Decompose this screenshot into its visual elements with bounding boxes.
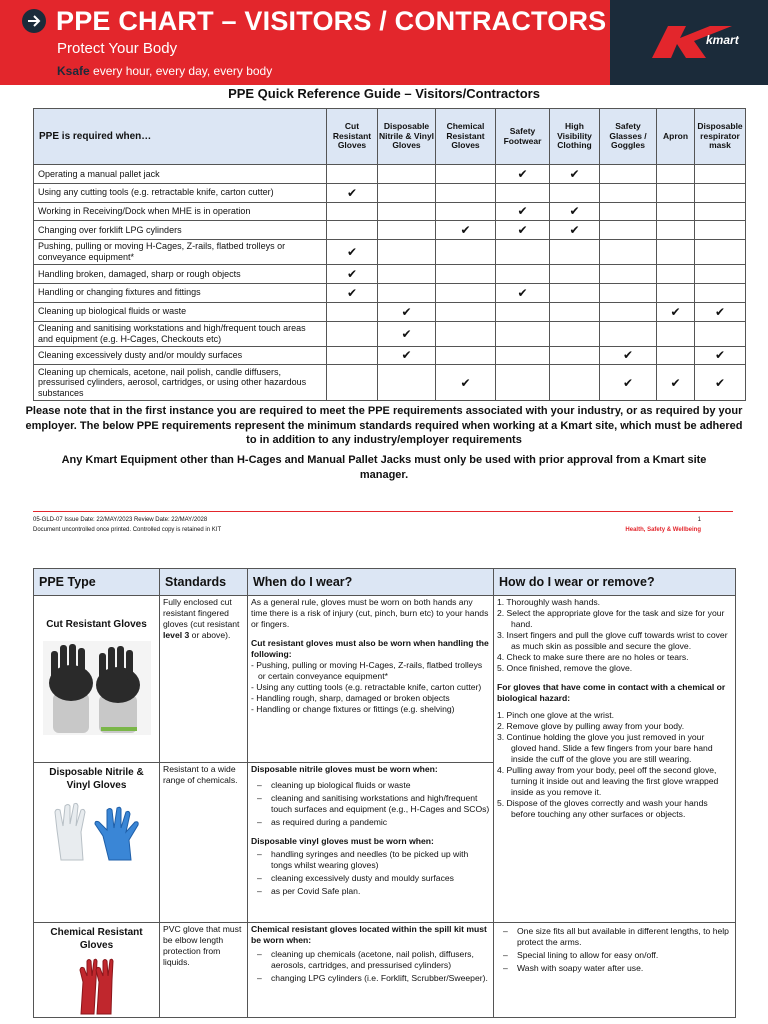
when-list [251, 660, 490, 715]
doc-dates: 05-GLD-07 Issue Date: 22/MAY/2023 Review Date: 22/MAY/2028 [33, 517, 208, 523]
empty-cell [378, 265, 436, 284]
grid-header-cell: Disposable Nitrile & Vinyl Gloves [378, 109, 436, 165]
empty-cell [550, 240, 600, 265]
logo-wordmark: kmart [706, 33, 739, 47]
activity-cell: Using any cutting tools (e.g. retractable knife, carton cutter) [34, 183, 327, 202]
empty-cell [600, 321, 657, 346]
grid-header-cell: Cut Resistant Gloves [327, 109, 378, 165]
ppe-requirements-grid [33, 108, 746, 401]
check-mark-icon: ✔ [600, 346, 657, 365]
grid-row [34, 302, 746, 321]
header-banner [0, 0, 768, 85]
empty-cell [436, 183, 496, 202]
empty-cell [550, 283, 600, 302]
check-mark-icon: ✔ [496, 165, 550, 184]
list-item: 1. Thoroughly wash hands. [497, 597, 601, 607]
equipment-note: Any Kmart Equipment other than H-Cages and Manual Pallet Jacks must only be used with prior approval from a Kmart site manager. [61, 454, 707, 481]
activity-cell: Cleaning excessively dusty and/or mouldy surfaces [34, 346, 327, 365]
list-item: – Wash with soapy water after use. [497, 963, 732, 974]
grid-header-row [34, 109, 746, 165]
check-mark-icon: ✔ [327, 283, 378, 302]
empty-cell [550, 302, 600, 321]
when-cell [248, 763, 494, 923]
when-heading: Disposable vinyl gloves must be worn when: [251, 836, 434, 846]
how-cell [494, 596, 736, 923]
tagline-brand: Ksafe [57, 64, 90, 78]
standard-level: level 3 [163, 630, 190, 640]
activity-cell: Handling broken, damaged, sharp or rough objects [34, 265, 327, 284]
empty-cell [657, 165, 695, 184]
empty-cell [600, 221, 657, 240]
arrow-right-icon [22, 9, 46, 33]
check-mark-icon: ✔ [496, 221, 550, 240]
empty-cell [436, 265, 496, 284]
type-cell [34, 763, 160, 923]
page-subtitle: Protect Your Body [57, 40, 178, 57]
empty-cell [436, 165, 496, 184]
activity-cell: Changing over forklift LPG cylinders [34, 221, 327, 240]
list-item: 5. Dispose of the gloves correctly and wash your hands before touching any other surfaces or objects. [497, 798, 708, 819]
empty-cell [378, 365, 436, 401]
empty-cell [600, 183, 657, 202]
grid-body [34, 165, 746, 401]
empty-cell [657, 265, 695, 284]
empty-cell [657, 321, 695, 346]
empty-cell [600, 265, 657, 284]
when-cell [248, 596, 494, 763]
row-chemical-resistant [34, 923, 736, 1018]
check-mark-icon: ✔ [327, 183, 378, 202]
list-item: 1. Pinch one glove at the wrist. [497, 710, 615, 720]
type-label: Disposable Nitrile & Vinyl Gloves [49, 767, 144, 791]
footer-doc-info [33, 515, 221, 535]
header-ppe-type: PPE Type [34, 569, 160, 596]
empty-cell [436, 283, 496, 302]
footer-page-info [625, 515, 701, 535]
list-item: 4. Check to make sure there are no holes or tears. [497, 652, 689, 662]
guide-title: PPE Quick Reference Guide – Visitors/Contractors [228, 86, 540, 101]
empty-cell [695, 283, 746, 302]
grid-header-cell: Safety Glasses / Goggles [600, 109, 657, 165]
activity-cell: Operating a manual pallet jack [34, 165, 327, 184]
check-mark-icon: ✔ [327, 265, 378, 284]
empty-cell [327, 346, 378, 365]
empty-cell [657, 183, 695, 202]
check-mark-icon: ✔ [436, 365, 496, 401]
grid-header-cell: Chemical Resistant Gloves [436, 109, 496, 165]
check-mark-icon: ✔ [550, 165, 600, 184]
standard-text: Fully enclosed cut resistant fingered gloves (cut resistant [163, 597, 240, 629]
header-when: When do I wear? [248, 569, 494, 596]
grid-row [34, 346, 746, 365]
check-mark-icon: ✔ [600, 365, 657, 401]
list-item: 5. Once finished, remove the glove. [497, 663, 633, 673]
check-mark-icon: ✔ [695, 365, 746, 401]
empty-cell [657, 221, 695, 240]
type-label: Cut Resistant Gloves [46, 619, 147, 630]
tagline-text: every hour, every day, every body [89, 64, 273, 78]
list-item: – cleaning and sanitising workstations and high/frequent touch surfaces and equipment (e.g., H-Cages and SCOs) [251, 793, 490, 815]
grid-row [34, 321, 746, 346]
check-mark-icon: ✔ [496, 283, 550, 302]
empty-cell [600, 202, 657, 221]
empty-cell [327, 365, 378, 401]
empty-cell [436, 302, 496, 321]
empty-cell [695, 321, 746, 346]
empty-cell [378, 221, 436, 240]
empty-cell [657, 283, 695, 302]
grid-row [34, 240, 746, 265]
empty-cell [436, 202, 496, 221]
empty-cell [695, 265, 746, 284]
list-item: – handling syringes and needles (to be picked up with tongs whilst wearing gloves) [251, 849, 490, 871]
empty-cell [550, 365, 600, 401]
list-item: 2. Select the appropriate glove for the task and size for your hand. [497, 608, 725, 629]
when-cell [248, 923, 494, 1018]
empty-cell [496, 183, 550, 202]
ppe-detail-table [33, 568, 736, 1018]
activity-cell: Pushing, pulling or moving H-Cages, Z-rails, flatbed trolleys or conveyance equipment* [34, 240, 327, 265]
empty-cell [695, 240, 746, 265]
empty-cell [550, 183, 600, 202]
industry-note: Please note that in the first instance you are required to meet the PPE requirements associated with your industry, or as required by your employer. The below PPE requirements represent the minimum standards required when working at a Kmart site, which must be adhered to in addition to any industry/employer requirements [25, 405, 743, 446]
department-label: Health, Safety & Wellbeing [625, 527, 701, 533]
cut-gloves-image [43, 641, 151, 735]
list-item: – as per Covid Safe plan. [251, 886, 490, 897]
list-item: 3. Insert fingers and pull the glove cuff towards wrist to cover as much skin as possible and secure the glove. [497, 630, 728, 651]
empty-cell [378, 202, 436, 221]
check-mark-icon: ✔ [378, 346, 436, 365]
when-list [251, 780, 490, 828]
header-standards: Standards [160, 569, 248, 596]
check-mark-icon: ✔ [695, 302, 746, 321]
check-mark-icon: ✔ [550, 202, 600, 221]
empty-cell [657, 202, 695, 221]
grid-row [34, 221, 746, 240]
activity-cell: Handling or changing fixtures and fittings [34, 283, 327, 302]
empty-cell [695, 202, 746, 221]
check-mark-icon: ✔ [378, 302, 436, 321]
when-list [251, 849, 490, 897]
check-mark-icon: ✔ [657, 302, 695, 321]
empty-cell [327, 202, 378, 221]
empty-cell [695, 183, 746, 202]
grid-row [34, 265, 746, 284]
grid-row [34, 365, 746, 401]
empty-cell [378, 283, 436, 302]
empty-cell [496, 302, 550, 321]
list-item: 4. Pulling away from your body, peel off the second glove, turning it inside out and leaving the first glove wrapped inside as you remove it. [497, 765, 719, 797]
empty-cell [327, 302, 378, 321]
grid-row [34, 183, 746, 202]
empty-cell [496, 240, 550, 265]
list-item: – Special lining to allow for easy on/off. [497, 950, 732, 961]
how-list [497, 597, 732, 674]
grid-header-cell: PPE is required when… [34, 109, 327, 165]
grid-row [34, 202, 746, 221]
footer-divider [33, 511, 733, 512]
empty-cell [436, 321, 496, 346]
list-item: – One size fits all but available in different lengths, to help protect the arms. [497, 926, 732, 948]
when-heading: Disposable nitrile gloves must be worn when: [251, 764, 438, 774]
activity-cell: Cleaning up chemicals, acetone, nail polish, candle diffusers, pressurised cylinders, aerosol, cartridges, or using other hazardous substances [34, 365, 327, 401]
empty-cell [327, 165, 378, 184]
grid-header-cell: High Visibility Clothing [550, 109, 600, 165]
empty-cell [378, 165, 436, 184]
how-removal-list [497, 710, 732, 820]
empty-cell [327, 321, 378, 346]
empty-cell [496, 321, 550, 346]
list-item: - Handling rough, sharp, damaged or broken objects [251, 693, 450, 703]
list-item: – cleaning up chemicals (acetone, nail polish, diffusers, aerosols, cartridges, and pressurised cylinders) [251, 949, 490, 971]
empty-cell [436, 240, 496, 265]
empty-cell [378, 183, 436, 202]
empty-cell [550, 265, 600, 284]
grid-row [34, 165, 746, 184]
empty-cell [600, 240, 657, 265]
activity-cell: Cleaning up biological fluids or waste [34, 302, 327, 321]
empty-cell [496, 265, 550, 284]
empty-cell [496, 346, 550, 365]
empty-cell [327, 221, 378, 240]
list-item: 2. Remove glove by pulling away from your body. [497, 721, 685, 731]
grid-row [34, 283, 746, 302]
list-item: - Pushing, pulling or moving H-Cages, Z-rails, flatbed trolleys or certain conveyance equipment* [251, 660, 483, 681]
tagline [57, 64, 272, 78]
type-cell [34, 923, 160, 1018]
row-cut-resistant [34, 596, 736, 763]
list-item: 3. Continue holding the glove you just removed in your gloved hand. Slide a few fingers from your bare hand inside the cuff of the glove you are still wearing. [497, 732, 713, 764]
when-heading: Chemical resistant gloves located within the spill kit must be worn when: [251, 924, 487, 945]
empty-cell [550, 346, 600, 365]
when-heading: Cut resistant gloves must also be worn when handling the following: [251, 638, 489, 659]
detail-header-row [34, 569, 736, 596]
kmart-logo [610, 0, 768, 85]
empty-cell [657, 240, 695, 265]
how-cell [494, 923, 736, 1018]
list-item: – cleaning excessively dusty and mouldy surfaces [251, 873, 490, 884]
check-mark-icon: ✔ [657, 365, 695, 401]
chemical-gloves-image [77, 956, 117, 1016]
check-mark-icon: ✔ [695, 346, 746, 365]
doc-control-note: Document uncontrolled once printed. Controlled copy is retained in KIT [33, 527, 222, 533]
empty-cell [550, 321, 600, 346]
nitrile-gloves-image [51, 800, 143, 862]
list-item: – as required during a pandemic [251, 817, 490, 828]
empty-cell [378, 240, 436, 265]
when-list [251, 949, 490, 984]
header-how: How do I wear or remove? [494, 569, 736, 596]
list-item: - Using any cutting tools (e.g. retractable knife, carton cutter) [251, 682, 482, 692]
how-heading: For gloves that have come in contact with a chemical or biological hazard: [497, 682, 726, 703]
activity-cell: Cleaning and sanitising workstations and high/frequent touch areas and equipment (e.g. H-Cages, Checkouts etc) [34, 321, 327, 346]
standard-text-end: or above). [189, 630, 231, 640]
empty-cell [600, 283, 657, 302]
standards-cell [160, 596, 248, 763]
empty-cell [600, 302, 657, 321]
type-cell [34, 596, 160, 763]
grid-header-cell: Safety Footwear [496, 109, 550, 165]
list-item: - Handling or change fixtures or fittings (e.g. shelving) [251, 704, 455, 714]
standards-cell: PVC glove that must be elbow length protection from liquids. [160, 923, 248, 1018]
when-intro: As a general rule, gloves must be worn on both hands any time there is a risk of injury (cut, pinch, burn etc) to your hands or fingers. [251, 597, 489, 629]
grid-header-cell: Disposable respirator mask [695, 109, 746, 165]
check-mark-icon: ✔ [550, 221, 600, 240]
check-mark-icon: ✔ [327, 240, 378, 265]
list-item: – cleaning up biological fluids or waste [251, 780, 490, 791]
check-mark-icon: ✔ [496, 202, 550, 221]
page-number: 1 [697, 517, 701, 523]
activity-cell: Working in Receiving/Dock when MHE is in operation [34, 202, 327, 221]
empty-cell [657, 346, 695, 365]
type-label: Chemical Resistant Gloves [50, 927, 143, 951]
page-title: PPE CHART – VISITORS / CONTRACTORS [56, 6, 607, 36]
empty-cell [695, 165, 746, 184]
empty-cell [436, 346, 496, 365]
standards-cell: Resistant to a wide range of chemicals. [160, 763, 248, 923]
list-item: – changing LPG cylinders (i.e. Forklift, Scrubber/Sweeper). [251, 973, 490, 984]
empty-cell [695, 221, 746, 240]
how-list [497, 926, 732, 974]
empty-cell [496, 365, 550, 401]
empty-cell [600, 165, 657, 184]
check-mark-icon: ✔ [436, 221, 496, 240]
grid-header-cell: Apron [657, 109, 695, 165]
check-mark-icon: ✔ [378, 321, 436, 346]
